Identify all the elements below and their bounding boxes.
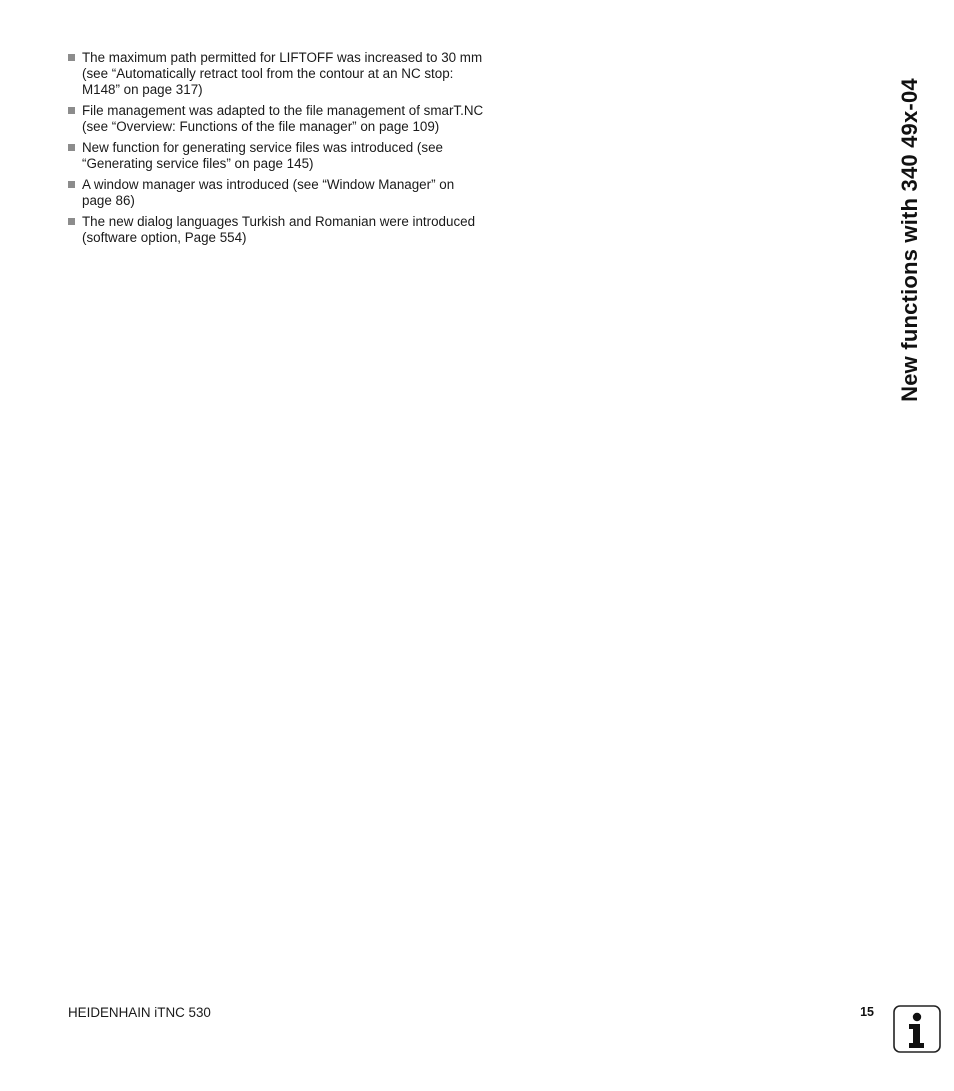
square-bullet-icon <box>68 181 75 188</box>
list-item-line: The new dialog languages Turkish and Romanian were introduced <box>82 214 476 229</box>
list-item-line: New function for generating service files was introduced (see <box>82 140 443 155</box>
footer-title: HEIDENHAIN iTNC 530 <box>68 1005 211 1020</box>
list-item-line: (see “Automatically retract tool from the contour at an NC stop: <box>82 66 454 81</box>
info-icon <box>893 1005 941 1053</box>
list-item <box>68 103 518 135</box>
side-section-heading: New functions with 340 49x-04 <box>897 78 922 402</box>
square-bullet-icon <box>68 107 75 114</box>
list-item <box>68 214 518 246</box>
square-bullet-icon <box>68 144 75 151</box>
list-item-line: The maximum path permitted for LIFTOFF was increased to 30 mm <box>82 50 483 65</box>
square-bullet-icon <box>68 54 75 61</box>
page-number: 15 <box>860 1005 874 1019</box>
list-item <box>68 50 518 98</box>
bullet-list <box>68 50 518 251</box>
list-item-line: (software option, Page 554) <box>82 230 247 245</box>
list-item-line: A window manager was introduced (see “Window Manager” on <box>82 177 455 192</box>
square-bullet-icon <box>68 218 75 225</box>
list-item <box>68 140 518 172</box>
list-item-line: M148” on page 317) <box>82 82 203 97</box>
list-item-line: page 86) <box>82 193 135 208</box>
list-item <box>68 177 518 209</box>
list-item-line: “Generating service files” on page 145) <box>82 156 314 171</box>
list-item-line: File management was adapted to the file management of smarT.NC <box>82 103 484 118</box>
list-item-line: (see “Overview: Functions of the file manager” on page 109) <box>82 119 440 134</box>
